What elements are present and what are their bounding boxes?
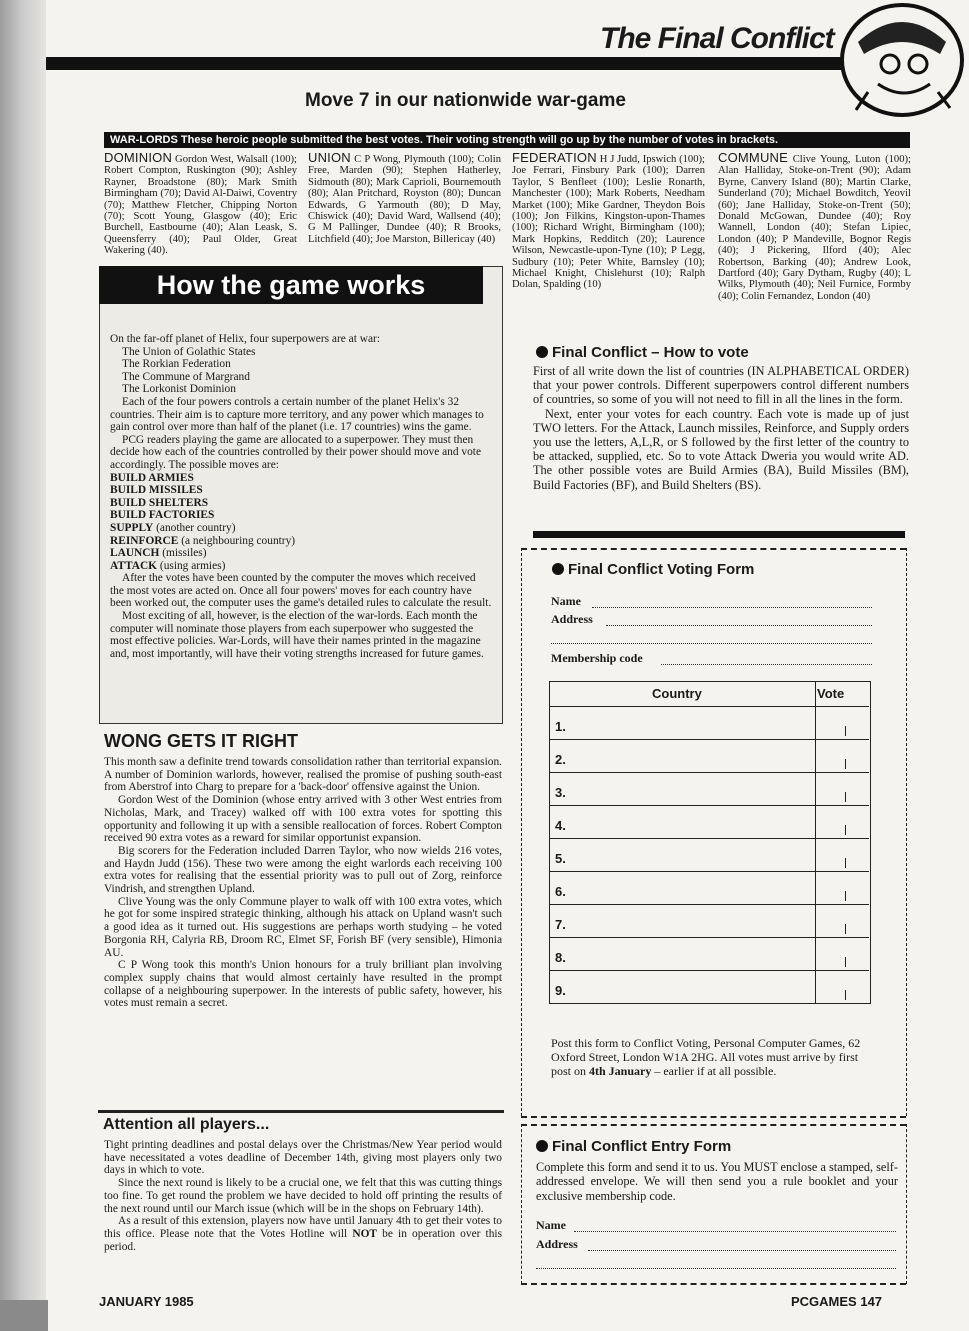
table-row-number: 5. bbox=[555, 851, 566, 866]
power-name: The Commune of Margrand bbox=[122, 370, 250, 383]
warlords-union bbox=[308, 152, 501, 245]
table-row-number: 2. bbox=[555, 752, 566, 767]
vote-table bbox=[549, 681, 871, 1004]
how-game-works-text bbox=[110, 333, 492, 660]
vote-tick bbox=[845, 957, 846, 967]
entry-form-text: Complete this form and send it to us. You MUST enclose a stamped, self-addressed envelope. We will then send you a rule booklet and your exclusive membership code. bbox=[536, 1160, 898, 1203]
footer-date: JANUARY 1985 bbox=[99, 1294, 194, 1309]
page-corner-shadow bbox=[0, 1300, 48, 1331]
table-row-number: 1. bbox=[555, 719, 566, 734]
table-row-line bbox=[549, 772, 869, 773]
move-item: ATTACK (using armies) bbox=[110, 559, 226, 572]
table-row-line bbox=[549, 904, 869, 905]
how-intro: On the far-off planet of Helix, four superpowers are at war: bbox=[110, 333, 380, 345]
table-row-number: 3. bbox=[555, 785, 566, 800]
how-to-vote-text bbox=[533, 364, 909, 492]
warlords-commune bbox=[718, 152, 911, 302]
table-row-line bbox=[549, 838, 869, 839]
article-paragraph: Clive Young was the only Commune player to walk off with 100 extra votes, which he got for some inspired strategic thinking, although his attack on Upland wasn't such a good idea as it turned out. His suggestions are perhaps worth studying – he voted Borgonia RH, Calyria RB, Droom RC, Elmet SF, Forish BF (very sensible), Himonia AU. bbox=[104, 895, 502, 959]
table-row-line bbox=[549, 970, 869, 971]
warlords-federation bbox=[512, 152, 705, 291]
power-name: The Rorkian Federation bbox=[122, 358, 231, 371]
vote-rule bbox=[533, 531, 905, 538]
bullet-icon bbox=[552, 563, 564, 575]
table-row-line bbox=[549, 805, 869, 806]
table-row-number: 6. bbox=[555, 884, 566, 899]
article-paragraph: Big scorers for the Federation included Darren Taylor, who now wields 216 votes, and Haydn Judd (156). These two were among the eight warlords each receiving 100 extra votes for realising that the essential priority was to pull out of Zorg, reinforce Vindrish, and strengthen Upland. bbox=[104, 844, 502, 896]
move-item: REINFORCE (a neighbouring country) bbox=[110, 534, 296, 547]
entry-address-label: Address bbox=[536, 1237, 578, 1251]
move-item: BUILD ARMIES bbox=[110, 471, 194, 484]
warlords-union-name: UNION bbox=[308, 150, 351, 165]
wong-heading: WONG GETS IT RIGHT bbox=[104, 731, 298, 751]
table-row-number: 4. bbox=[555, 818, 566, 833]
vote-table-divider bbox=[815, 681, 816, 1004]
entry-name-field[interactable] bbox=[574, 1231, 896, 1232]
page-title: The Final Conflict bbox=[600, 22, 834, 55]
attention-heading: Attention all players... bbox=[103, 1116, 270, 1133]
move-item: BUILD MISSILES bbox=[110, 484, 203, 497]
col-country: Country bbox=[652, 686, 702, 701]
warlords-federation-name: FEDERATION bbox=[512, 150, 597, 165]
vote-name-label: Name bbox=[551, 594, 581, 608]
vote-tick bbox=[845, 924, 846, 934]
warlords-federation-list: H J Judd, Ipswich (100); Joe Ferrari, Finsbury Park (100); Darren Taylor, S Benfleet (100); Leslie Ronarth, Manchester (100); Mark Roberts, Needham Market (100); Mike Gardner, Theydon Bois (100); Jon Filkins, Kingston-upon-Thames (100); Richard Wright, Birmingham (100); Mark Hopkins, Redditch (20); Laurence Wilson, Newcastle-upon-Tyne (10); P Legg, Sudbury (10); Peter White, Barnsley (10); Michael Knight, Chislehurst (10); Ralph Dolan, Spalding (10) bbox=[512, 154, 705, 291]
vote-address-field-2[interactable] bbox=[551, 643, 872, 644]
table-row-line bbox=[549, 706, 869, 707]
vote-tick bbox=[845, 726, 846, 736]
warlords-banner: WAR-LORDS These heroic people submitted the best votes. Their voting strength will go up by the number of votes in brackets. bbox=[104, 132, 910, 148]
how-paragraph: Each of the four powers controls a certain number of the planet Helix's 32 countries. Their aim is to capture more territory, and any power which manages to gain control over more than half of the planet (i.e. 17 countries) wins the game. bbox=[110, 395, 484, 434]
bullet-icon bbox=[536, 346, 548, 358]
move-item: BUILD FACTORIES bbox=[110, 509, 215, 522]
table-row-line bbox=[549, 739, 869, 740]
table-row-line bbox=[549, 871, 869, 872]
vote-paragraph: Next, enter your votes for each country. Each vote is made up of just TWO letters. For the Attack, Launch missiles, Reinforce, and Supply orders you use the letters, A,L,R, or S followed by the first letter of the country to be attacked, supplied, etc. So to vote Attack Dweria you would write AD. The other possible votes are Build Armies (BA), Build Missiles (BM), Build Factories (BF), and Build Shelters (BS). bbox=[533, 406, 909, 492]
power-name: The Lorkonist Dominion bbox=[122, 383, 236, 396]
vote-tick bbox=[845, 990, 846, 1000]
vote-membership-label: Membership code bbox=[551, 651, 643, 665]
entry-form-border-bottom bbox=[521, 1283, 906, 1285]
article-paragraph: C P Wong took this month's Union honours for a truly brilliant plan involving complex supply chains that would almost certainly have resulted in the prompt collapse of a neighbouring superpower. In the interests of public safety, however, his votes must remain a secret. bbox=[104, 959, 502, 1010]
table-row-number: 7. bbox=[555, 917, 566, 932]
article-paragraph: Tight printing deadlines and postal delays over the Christmas/New Year period would have necessitated a votes deadline of December 14th, giving most players only two days in which to vote. bbox=[104, 1139, 502, 1177]
warlords-commune-list: Clive Young, Luton (100); Alan Halliday, Stoke-on-Trent (90); Adam Byrne, Canvery Island (80); Martin Clarke, Sunderland (70); Michael Bowditch, Yeovil (60); Jane Halliday, Stoke-on-Trent (50); Donald McGowan, Dundee (40); Roy Wannell, London (40); Stefan Lipiec, London (40); P Mandeville, Bognor Regis (40); J Pickering, Ilford (40); Alec Robertson, Barking (40); Andrew Look, Dartford (40); Gary Dytham, Rugby (40); L Wilks, Plymouth (40); Neil Furnice, Formby (40); Colin Fernandez, London (40) bbox=[718, 154, 911, 302]
section-rule bbox=[98, 1110, 504, 1113]
vote-tick bbox=[845, 792, 846, 802]
vote-tick bbox=[845, 825, 846, 835]
post-instructions: Post this form to Conflict Voting, Personal Computer Games, 62 Oxford Street, London W1A 2HG. All votes must arrive by first post on 4th January – earlier if at all possible. bbox=[551, 1036, 861, 1078]
vote-paragraph: First of all write down the list of countries (IN ALPHABETICAL ORDER) that your power controls. Different superpowers control different numbers of countries, so some of you will not need to fill in all the lines in the form. bbox=[533, 364, 909, 407]
move-item: SUPPLY (another country) bbox=[110, 521, 236, 534]
attention-article bbox=[104, 1139, 502, 1253]
page-subtitle: Move 7 in our nationwide war-game bbox=[305, 90, 626, 111]
vote-name-field[interactable] bbox=[592, 607, 872, 608]
warlords-union-list: C P Wong, Plymouth (100); Colin Free, Marden (90); Stephen Hatherley, Sidmouth (80); Mark Caprioli, Bournemouth (80); Alan Pritchard, Royston (80); Duncan Edwards, G Yarmouth (80); D May, Chiswick (40); David Ward, Wallsend (40); G M Pallinger, Dundee (40); R Brooks, Litchfield (40); Joe Marston, Billericay (40) bbox=[308, 154, 501, 245]
soldier-helmet-emblem bbox=[828, 2, 966, 120]
article-paragraph: As a result of this extension, players now have until January 4th to get their votes to this office. Please note that the Votes Hotline will NOT be in operation over this period. bbox=[104, 1215, 503, 1253]
entry-form-heading: Final Conflict Entry Form bbox=[536, 1138, 731, 1155]
vote-membership-field[interactable] bbox=[661, 664, 872, 665]
warlords-dominion-list: Gordon West, Walsall (100); Robert Compton, Ruskington (90); Ashley Rayner, Broadstone (80); Mark Smith Birmingham (70); David Al-Daiwi, Coventry (70); Matthew Fletcher, Chipping Norton (70); Scott Young, Glasgow (40); Eric Burchell, Eastbourne (40); Alan Leask, S. Queensferry (40); Paul Older, Great Wakering (40). bbox=[104, 154, 297, 257]
how-paragraph: After the votes have been counted by the computer the moves which received the most votes are acted on. Once all four powers' moves for each country have been worked out, the computer uses the game's detailed rules to calculate the result. bbox=[110, 572, 492, 610]
how-paragraph: PCG readers playing the game are allocated to a superpower. They must then decide how each of the countries controlled by their power should move and vote accordingly. The possible moves are: bbox=[110, 433, 482, 471]
voting-form-border-bottom bbox=[521, 1116, 906, 1118]
header-rule bbox=[46, 57, 841, 70]
how-game-works-heading: How the game works bbox=[99, 266, 483, 304]
article-paragraph: Since the next round is likely to be a crucial one, we felt that this was cutting things too fine. To get round the problem we have decided to hold off printing the results of the next round until our March issue (which will be in the shops on February 14th). bbox=[104, 1177, 502, 1215]
vote-address-label: Address bbox=[551, 612, 593, 626]
vote-address-field[interactable] bbox=[606, 625, 872, 626]
vote-tick bbox=[845, 858, 846, 868]
move-item: BUILD SHELTERS bbox=[110, 496, 209, 509]
entry-address-field[interactable] bbox=[588, 1250, 896, 1251]
footer-page: PCGAMES 147 bbox=[791, 1294, 883, 1309]
table-row-line bbox=[549, 937, 869, 938]
warlords-dominion bbox=[104, 152, 297, 257]
entry-name-label: Name bbox=[536, 1218, 566, 1232]
article-paragraph: This month saw a definite trend towards consolidation rather than territorial expansion. A number of Dominion warlords, however, realised the promise of pushing south-east from Aberstrof into Charg to prepare for a 'back-door' offensive against the Union. bbox=[104, 756, 502, 794]
table-row-number: 9. bbox=[555, 983, 566, 998]
voting-form-heading: Final Conflict Voting Form bbox=[552, 561, 754, 578]
how-paragraph: Most exciting of all, however, is the election of the war-lords. Each month the computer will nominate those players from each superpower who suggested the most effective policies. War-Lords, will have their names printed in the magazine and, most importantly, will have their voting strengths increased for future games. bbox=[110, 610, 484, 660]
col-vote: Vote bbox=[817, 686, 845, 701]
table-row-number: 8. bbox=[555, 950, 566, 965]
power-name: The Union of Golathic States bbox=[122, 345, 256, 358]
how-to-vote-heading: Final Conflict – How to vote bbox=[536, 344, 749, 361]
vote-tick bbox=[845, 759, 846, 769]
entry-address-field-2[interactable] bbox=[536, 1268, 896, 1269]
article-paragraph: Gordon West of the Dominion (whose entry arrived with 3 other West entries from Nicholas, Mark, and Tracey) walked off with 100 extra votes for spotting this opportunity and following it up with a sensible reallocation of forces. Robert Compton received 90 extra votes as a reward for similar opportunist expansion. bbox=[104, 794, 502, 845]
vote-tick bbox=[845, 891, 846, 901]
bullet-icon bbox=[536, 1140, 548, 1152]
page-spine-shadow bbox=[0, 0, 46, 1331]
wong-article bbox=[104, 756, 502, 1010]
warlords-commune-name: COMMUNE bbox=[718, 150, 789, 165]
move-item: LAUNCH (missiles) bbox=[110, 547, 207, 560]
warlords-dominion-name: DOMINION bbox=[104, 150, 173, 165]
